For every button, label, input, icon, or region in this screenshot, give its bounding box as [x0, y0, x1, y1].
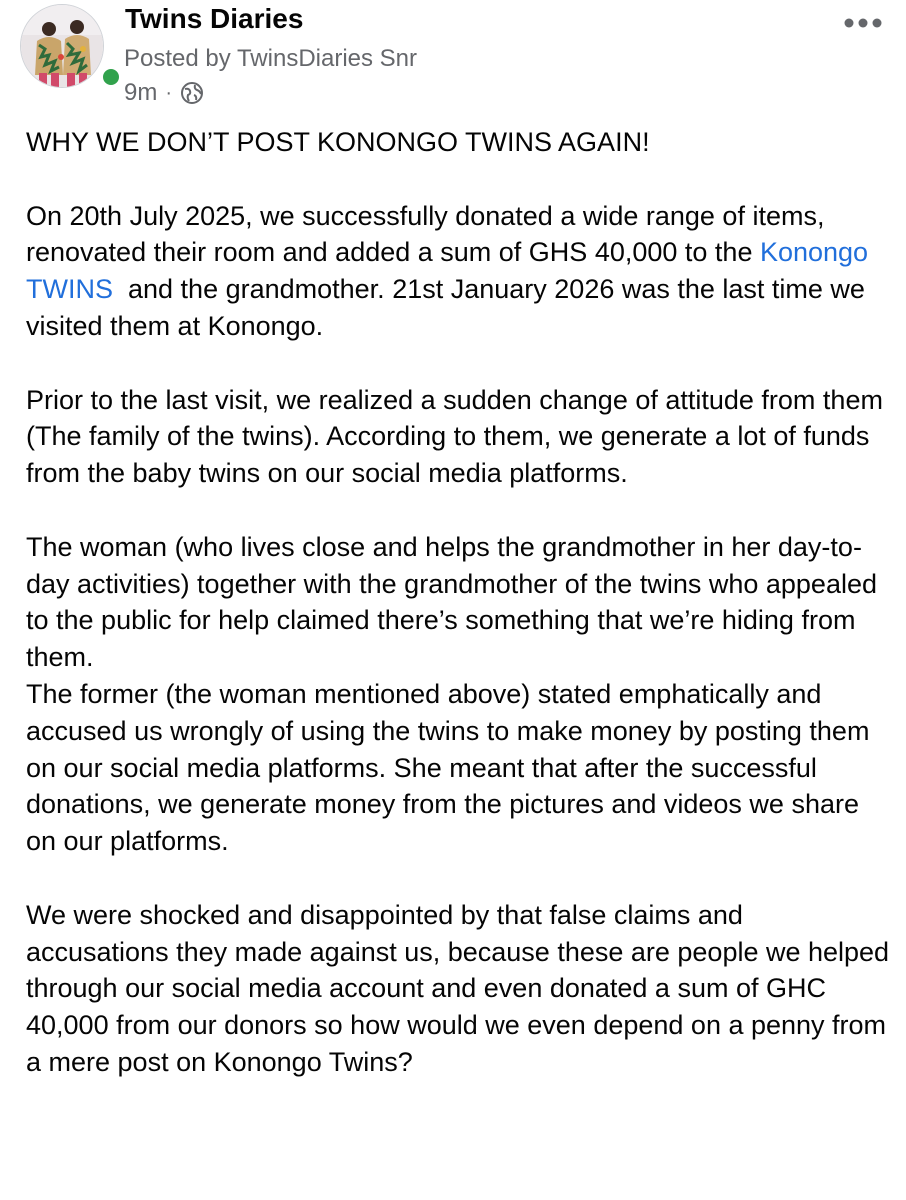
more-options-button[interactable]	[840, 8, 886, 38]
paragraph-3: The woman (who lives close and helps the grandmother in her day-to-day activities) together with the grandmother of the twins who appealed to the public for help claimed there’s something that we’re hiding from them.	[26, 531, 877, 673]
posted-by-label[interactable]: Posted by TwinsDiaries Snr	[124, 45, 418, 72]
post-header	[0, 0, 906, 112]
post-meta	[124, 78, 204, 108]
globe-icon[interactable]	[180, 81, 204, 105]
post-body	[26, 124, 892, 1081]
online-status-indicator	[100, 66, 122, 88]
paragraph-gap	[26, 492, 892, 529]
paragraph-gap	[26, 161, 892, 198]
more-horizontal-icon	[843, 17, 883, 29]
paragraph-1-text-start: On 20th July 2025, we successfully donated a wide range of items, renovated their room and added a sum of GHS 40,000 to the	[26, 200, 825, 268]
paragraph-4: The former (the woman mentioned above) stated emphatically and accused us wrongly of using the twins to make money by posting them on our social media platforms. She meant that after the successful donations, we generate money from the pictures and videos we share on our platforms.	[26, 678, 870, 857]
konongo-twins-link[interactable]: Konongo TWINS	[26, 237, 869, 305]
paragraph-1-text-end: and the grandmother. 21st January 2026 was the last time we visited them at Konongo.	[26, 274, 873, 341]
post-title: WHY WE DON’T POST KONONGO TWINS AGAIN!	[26, 127, 650, 157]
paragraph-gap	[26, 345, 892, 382]
profile-avatar-container[interactable]	[20, 4, 110, 84]
paragraph-2: Prior to the last visit, we realized a sudden change of attitude from them (The family of the twins). According to them, we generate a lot of funds from the baby twins on our social media platforms.	[26, 384, 883, 489]
paragraph-1	[26, 198, 892, 345]
avatar-image	[21, 5, 104, 88]
paragraph-5: We were shocked and disappointed by that false claims and accusations they made against us, because these are people we helped through our social media account and even donated a sum of GHC 40,000 from our donors so how would we even depend on a penny from a mere post on Konongo Twins?	[26, 899, 890, 1077]
paragraph-gap	[26, 860, 892, 897]
post-timestamp[interactable]: 9m	[124, 79, 158, 106]
avatar[interactable]	[20, 4, 104, 88]
meta-separator: ·	[165, 81, 173, 104]
page-name[interactable]: Twins Diaries	[125, 3, 304, 34]
